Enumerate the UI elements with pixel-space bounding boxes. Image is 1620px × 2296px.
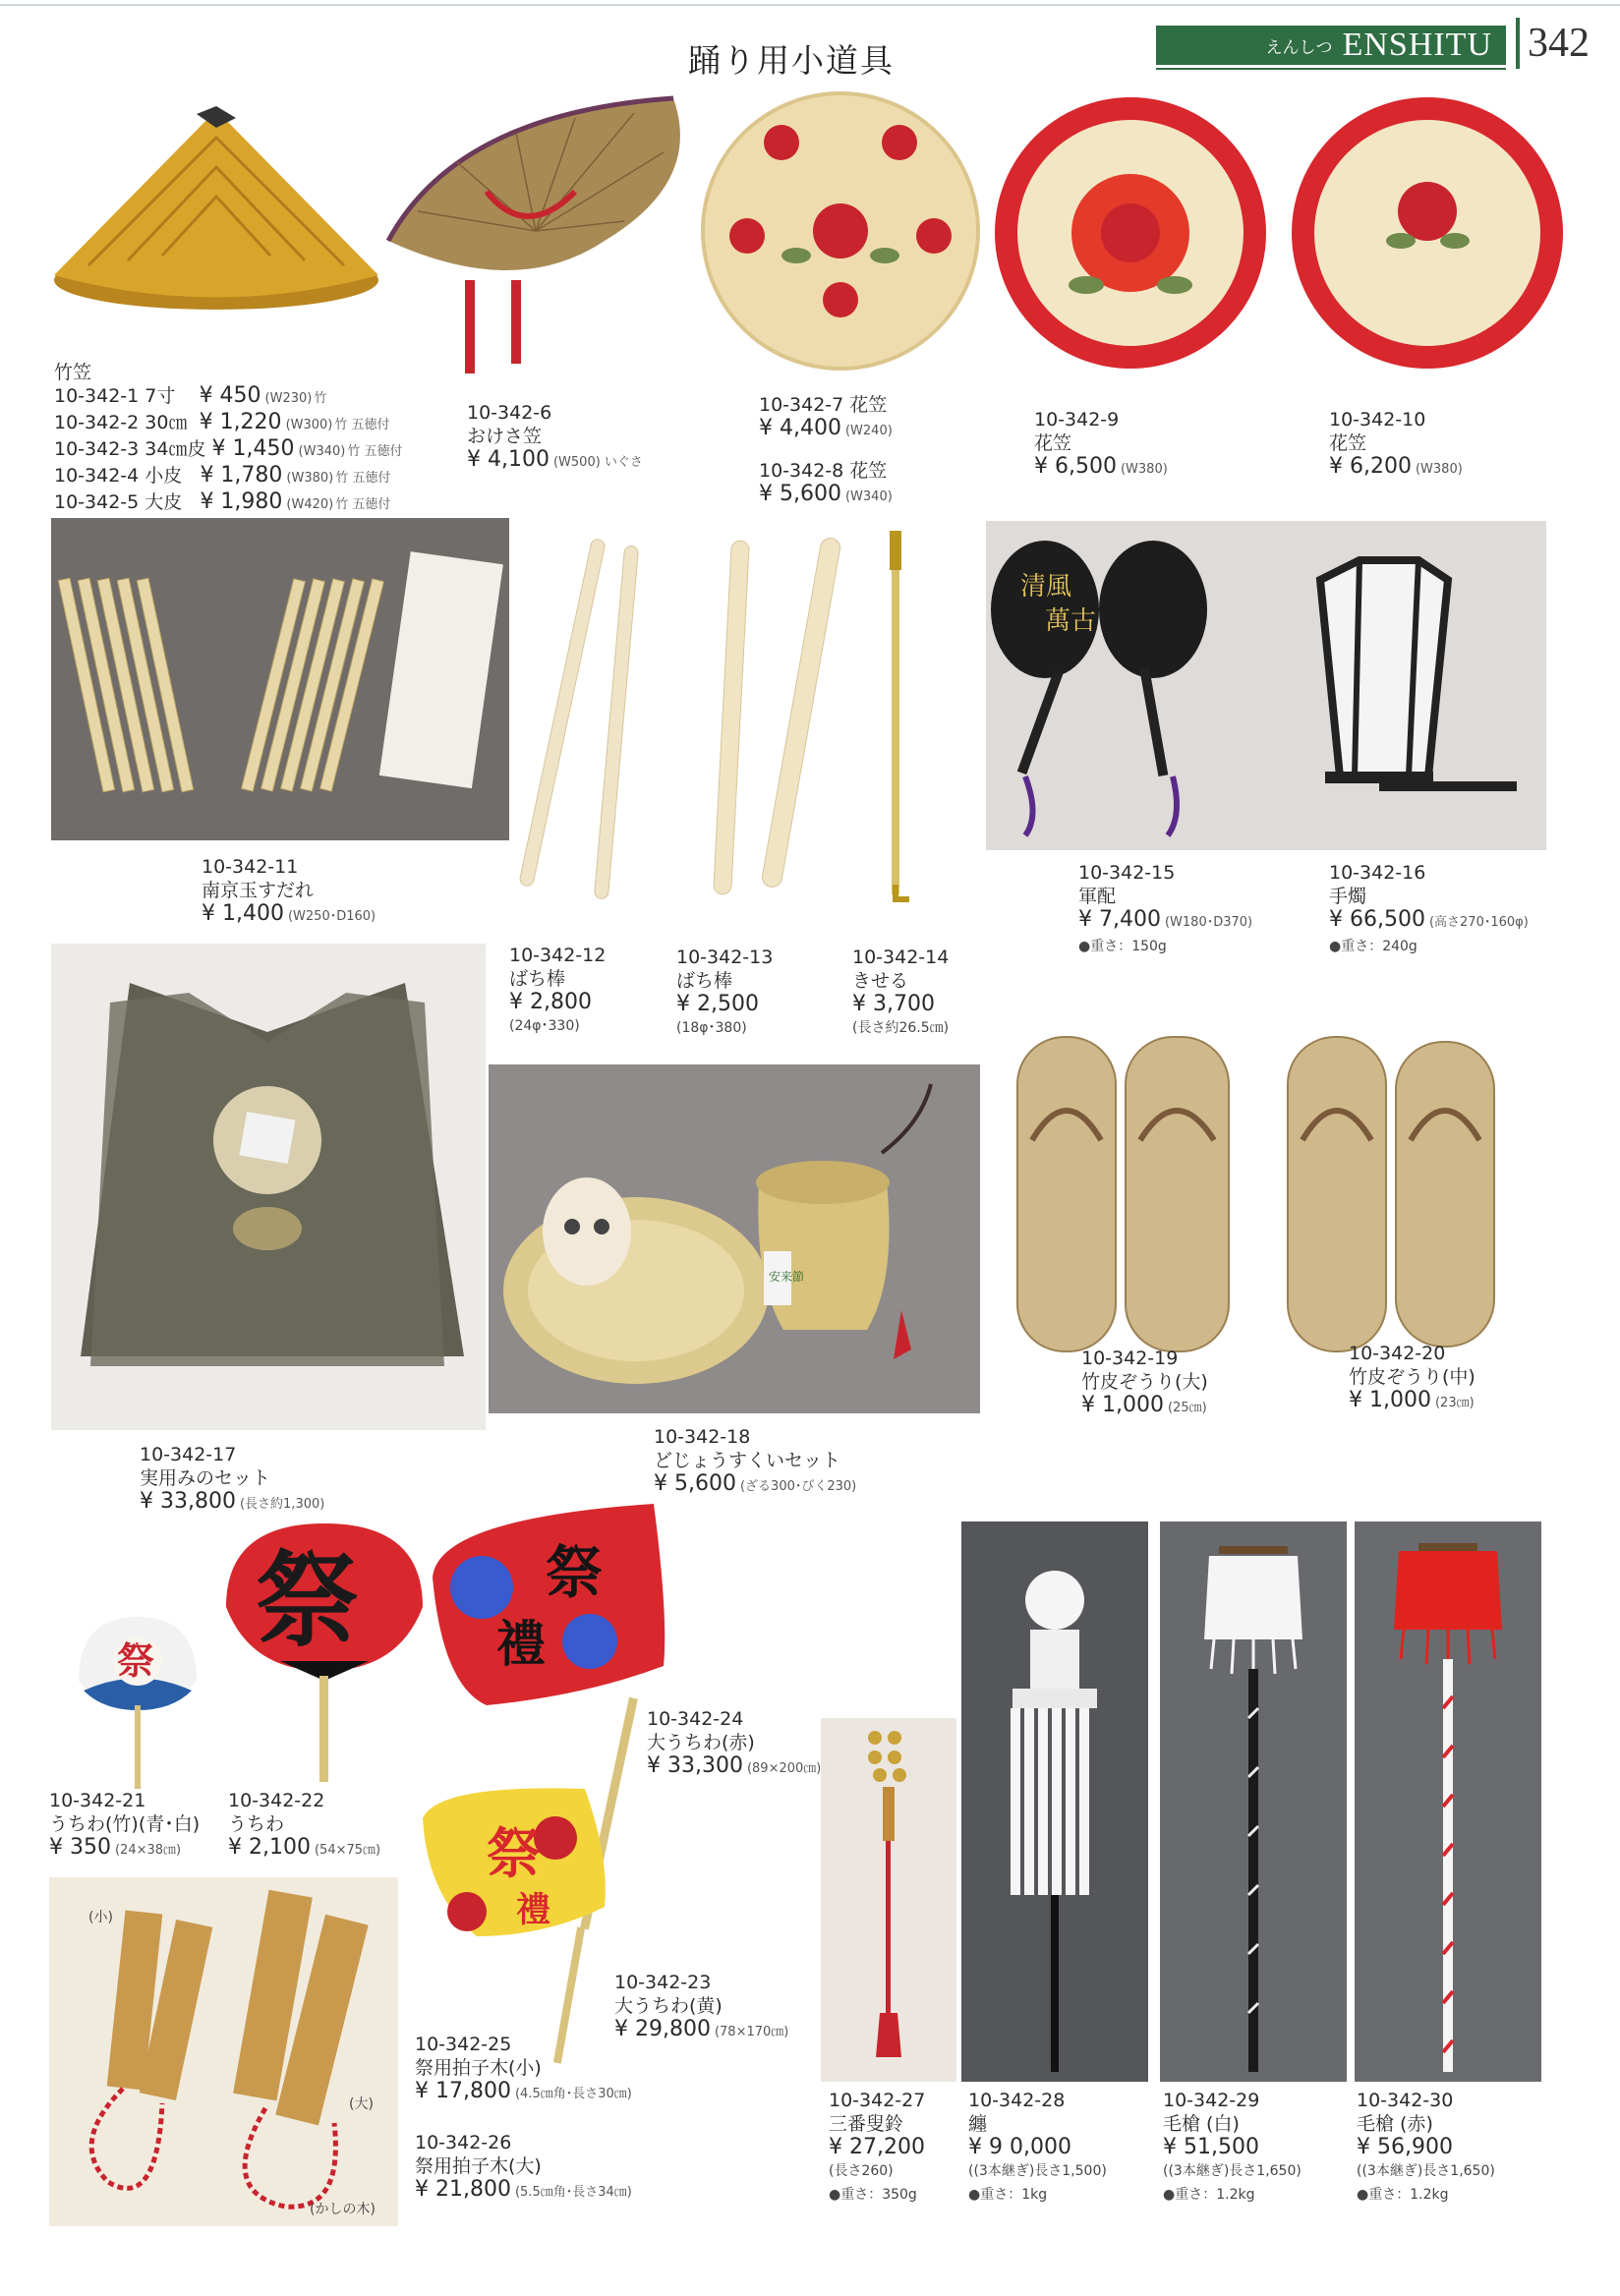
product-code: 10-342-17 — [140, 1444, 237, 1465]
product-code: 10-342-15 — [1078, 862, 1176, 884]
product-name: 三番叟鈴 — [829, 2113, 904, 2135]
header-brand: ENSHITU — [1342, 27, 1492, 63]
product-name: 南京玉すだれ — [202, 880, 315, 901]
uchiwa-red-text-1: 祭 — [546, 1539, 604, 1606]
product-code: 10-342-23 — [614, 1972, 712, 1993]
product-code: 10-342-8 — [759, 460, 844, 482]
product-code: 10-342-13 — [676, 947, 774, 968]
gunbai-text-2: 萬古 — [1045, 606, 1097, 636]
product-spec: (25㎝) — [1167, 1401, 1207, 1415]
product-line — [759, 459, 893, 483]
product-caption-6 — [467, 401, 643, 475]
product-code: 10-342-28 — [968, 2090, 1066, 2111]
product-code: 10-342-9 — [1034, 409, 1120, 430]
kasa-item-size: 7寸 — [145, 385, 176, 407]
product-name: うちわ — [228, 1813, 285, 1835]
kiseru-pipe-image — [860, 521, 929, 909]
product-price: ¥ 17,800 — [415, 2079, 511, 2103]
product-line — [1163, 2136, 1302, 2159]
product-caption-10 — [1329, 408, 1463, 482]
header-band — [1156, 26, 1506, 65]
kasa-item-spec: (W380) — [286, 471, 334, 486]
product-code: 10-342-24 — [647, 1708, 744, 1730]
top-rule — [0, 4, 1620, 6]
page-number: 342 — [1516, 18, 1614, 69]
product-name: おけさ笠 — [467, 426, 543, 447]
kasa-item-material: 竹 五徳付 — [335, 471, 391, 486]
product-spec: (ざる300･びく230) — [739, 1479, 857, 1494]
product-caption-18 — [654, 1425, 856, 1499]
gunbai-and-lantern-image — [986, 521, 1546, 850]
product-weight: ●重さ：1.2kg — [1163, 2187, 1255, 2203]
kasa-item-code: 10-342-4 — [54, 465, 140, 487]
product-price: ¥ 2,100 — [228, 1835, 311, 1860]
section-title: 踊り用小道具 — [688, 41, 895, 80]
kasa-group-caption — [54, 361, 402, 517]
product-line — [759, 483, 893, 509]
product-price: ¥ 33,800 — [140, 1489, 236, 1514]
bamboo-sandals-image — [1012, 1022, 1524, 1361]
bamboo-hat-image — [49, 98, 383, 324]
product-spec: (78×170㎝) — [714, 2025, 789, 2039]
product-price: ¥ 3,700 — [852, 992, 935, 1016]
product-code: 10-342-21 — [49, 1790, 146, 1811]
product-caption-24 — [647, 1707, 821, 1781]
kasa-item-row — [54, 411, 402, 437]
uchiwa-red-text-2: 禮 — [496, 1616, 546, 1673]
kasa-item-code: 10-342-5 — [54, 491, 140, 513]
kasa-item-material: 竹 五徳付 — [335, 497, 391, 512]
hyoshigi-large-label: (大) — [349, 2096, 374, 2112]
kasa-item-price: ¥ 450 — [199, 383, 261, 408]
dojo-tag-text: 安来節 — [769, 1270, 805, 1284]
keyari-red-image — [1355, 1521, 1541, 2082]
straw-raincoat-image — [51, 944, 486, 1430]
product-price: ¥ 5,600 — [759, 482, 841, 506]
kasa-item-price: ¥ 1,780 — [200, 463, 283, 488]
kasa-item-price: ¥ 1,450 — [211, 436, 295, 461]
kasa-item-code: 10-342-3 — [54, 438, 140, 460]
product-line — [676, 993, 773, 1016]
drum-sticks-thin-image — [516, 526, 693, 899]
product-name: 実用みのセット — [140, 1467, 271, 1489]
hyoshigi-small-label: (小) — [88, 1910, 113, 1925]
gunbai-text-1: 清風 — [1020, 572, 1072, 602]
product-caption-17 — [140, 1443, 324, 1517]
product-code: 10-342-26 — [415, 2132, 512, 2153]
product-spec: ((3本継ぎ)長さ1,650) — [1163, 2163, 1302, 2179]
keyari-white-image — [1160, 1521, 1347, 2082]
kasa-item-code: 10-342-1 — [54, 385, 140, 407]
header-kana: えんしつ — [1265, 37, 1333, 58]
product-price: ¥ 6,200 — [1329, 454, 1412, 479]
flower-hat-small-image — [698, 88, 983, 373]
sanbaso-bell-image — [821, 1718, 956, 2082]
product-spec: (4.5㎝角･長さ30㎝) — [514, 2087, 632, 2101]
product-name: 花笠 — [1034, 432, 1072, 454]
hyoshigi-clappers-image — [49, 1877, 398, 2226]
kasa-item-material: 竹 五徳付 — [347, 444, 403, 459]
product-caption-27 — [829, 2089, 925, 2207]
product-spec: (W380) — [1415, 462, 1463, 477]
product-name: 花笠 — [1329, 432, 1367, 454]
product-name: ばち棒 — [676, 970, 733, 992]
product-name: 手燭 — [1329, 886, 1367, 907]
product-weight: ●重さ：150g — [1078, 939, 1167, 954]
product-name: 祭用拍子木(大) — [415, 2155, 542, 2177]
product-price: ¥ 4,400 — [759, 416, 841, 440]
product-name: きせる — [852, 970, 909, 992]
uchiwa-small-text: 祭 — [117, 1639, 155, 1683]
kasa-item-spec: (W230) — [264, 391, 313, 406]
product-code: 10-342-30 — [1357, 2090, 1454, 2111]
product-caption-12 — [509, 944, 606, 1038]
hyoshigi-wood-label: (かしの木) — [310, 2202, 376, 2217]
product-spec: (長さ約26.5㎝) — [852, 1020, 950, 1036]
product-price: ¥ 2,800 — [509, 990, 592, 1014]
product-price: ¥ 29,800 — [614, 2017, 711, 2041]
drum-sticks-thick-image — [708, 521, 855, 904]
kasa-item-spec: (W420) — [286, 497, 334, 512]
product-line — [1357, 2136, 1495, 2159]
product-caption-23 — [614, 1971, 788, 2044]
product-spec: (W250･D160) — [287, 909, 376, 924]
product-price: ¥ 66,500 — [1329, 907, 1425, 932]
flower-hat-red-rim-2-image — [1288, 93, 1568, 373]
product-weight: ●重さ：350g — [829, 2187, 917, 2203]
product-caption-7-8 — [759, 393, 893, 509]
product-spec: (長さ約1,300) — [239, 1497, 325, 1512]
product-name: 花笠 — [849, 460, 888, 482]
product-caption-21 — [49, 1789, 200, 1863]
product-line — [509, 991, 606, 1014]
product-caption-28 — [968, 2089, 1107, 2207]
product-spec: (長さ260) — [829, 2163, 894, 2179]
product-spec: (W180･D370) — [1164, 915, 1253, 930]
product-price: ¥ 9 0,000 — [968, 2135, 1071, 2159]
product-caption-30 — [1357, 2089, 1495, 2207]
uchiwa-yellow-text-2: 禮 — [516, 1891, 551, 1930]
kasa-item-price: ¥ 1,220 — [199, 410, 282, 434]
flower-hat-red-rim-image — [988, 93, 1273, 373]
product-weight: ●重さ：1.2kg — [1357, 2187, 1449, 2203]
product-name: どじょうすくいセット — [654, 1450, 841, 1471]
kasa-item-row — [54, 464, 402, 490]
product-spec: ((3本継ぎ)長さ1,500) — [968, 2163, 1107, 2179]
product-spec: (W500) いぐさ — [552, 455, 643, 470]
product-line — [759, 393, 893, 417]
product-spec: (24×38㎝) — [114, 1843, 182, 1858]
product-code: 10-342-29 — [1163, 2090, 1260, 2111]
product-code: 10-342-14 — [852, 947, 950, 968]
product-caption-13 — [676, 946, 773, 1040]
product-name: 竹皮ぞうり(大) — [1081, 1371, 1208, 1393]
product-name: うちわ(竹)(青･白) — [49, 1813, 201, 1835]
product-line — [852, 993, 949, 1016]
product-name: 大うちわ(黄) — [614, 1995, 723, 2017]
product-code: 10-342-11 — [202, 856, 299, 878]
kasa-item-row — [54, 437, 402, 464]
product-caption-11 — [202, 855, 376, 929]
uchiwa-large-yellow-image — [418, 1779, 614, 2064]
product-caption-26 — [415, 2131, 632, 2205]
product-caption-29 — [1163, 2089, 1302, 2207]
product-line — [829, 2136, 925, 2159]
product-price: ¥ 2,500 — [676, 992, 759, 1016]
product-code: 10-342-22 — [228, 1790, 325, 1811]
product-code: 10-342-7 — [759, 394, 844, 416]
product-spec: (89×200㎝) — [746, 1761, 822, 1776]
product-spec: (W240) — [844, 424, 893, 438]
product-name: ばち棒 — [509, 968, 566, 990]
product-price: ¥ 21,800 — [415, 2177, 511, 2202]
product-price: ¥ 56,900 — [1357, 2135, 1453, 2159]
product-price: ¥ 51,500 — [1163, 2135, 1259, 2159]
kasa-item-size: 大皮 — [145, 491, 183, 513]
product-name: 纏 — [968, 2113, 988, 2135]
kasa-group-title: 竹笠 — [54, 362, 92, 383]
product-spec: (W380) — [1120, 462, 1168, 477]
product-caption-25 — [415, 2033, 632, 2106]
uchiwa-medium-image — [221, 1514, 428, 1784]
product-caption-22 — [228, 1789, 380, 1863]
product-caption-19 — [1081, 1347, 1208, 1420]
kasa-item-material: 竹 五徳付 — [334, 418, 390, 432]
product-spec: (5.5㎝角･長さ34㎝) — [514, 2185, 632, 2200]
matoi-standard-image — [961, 1521, 1148, 2082]
product-code: 10-342-27 — [829, 2090, 926, 2111]
kasa-item-spec: (W300) — [285, 418, 333, 432]
kasa-item-size: 小皮 — [145, 465, 183, 487]
product-name: 毛槍 (赤) — [1357, 2113, 1433, 2135]
product-line — [968, 2136, 1107, 2159]
product-price: ¥ 1,000 — [1081, 1393, 1164, 1417]
product-price: ¥ 6,500 — [1034, 454, 1117, 479]
product-line — [759, 417, 893, 443]
product-name: 大うちわ(赤) — [647, 1732, 755, 1753]
product-caption-16 — [1329, 861, 1529, 958]
product-code: 10-342-10 — [1329, 409, 1426, 430]
product-spec: (18φ･380) — [676, 1020, 747, 1036]
kasa-item-row — [54, 490, 402, 517]
kasa-item-size: 30㎝ — [145, 412, 188, 433]
product-caption-9 — [1034, 408, 1168, 482]
product-name: 花笠 — [849, 394, 888, 416]
product-price: ¥ 7,400 — [1078, 907, 1161, 932]
product-code: 10-342-18 — [654, 1426, 751, 1448]
product-code: 10-342-12 — [509, 945, 607, 966]
product-name: 竹皮ぞうり(中) — [1349, 1366, 1475, 1388]
product-name: 祭用拍子木(小) — [415, 2057, 542, 2079]
product-spec: (W340) — [844, 489, 893, 504]
product-spec: (54×75㎝) — [314, 1843, 381, 1858]
product-price: ¥ 5,600 — [654, 1471, 736, 1496]
product-spec: (24φ･330) — [509, 1018, 580, 1034]
kasa-item-material: 竹 — [314, 391, 327, 406]
product-name: 軍配 — [1078, 886, 1117, 907]
product-code: 10-342-19 — [1081, 1348, 1179, 1369]
product-code: 10-342-6 — [467, 402, 552, 424]
product-price: ¥ 27,200 — [829, 2135, 925, 2159]
product-weight: ●重さ：1kg — [968, 2187, 1048, 2203]
product-price: ¥ 4,100 — [467, 447, 550, 472]
kasa-item-price: ¥ 1,980 — [200, 489, 283, 514]
product-name: 毛槍 (白) — [1163, 2113, 1240, 2135]
kasa-item-code: 10-342-2 — [54, 412, 140, 433]
product-code: 10-342-16 — [1329, 862, 1426, 884]
product-spec: ((3本継ぎ)長さ1,650) — [1357, 2163, 1495, 2179]
uchiwa-yellow-text-1: 祭 — [487, 1822, 542, 1885]
bamboo-blind-image — [51, 518, 509, 840]
kasa-item-size: 34㎝皮 — [145, 438, 206, 460]
product-spec: (高さ270･160φ) — [1428, 915, 1529, 930]
product-weight: ●重さ：240g — [1329, 939, 1418, 954]
kasa-item-row — [54, 384, 402, 411]
product-price: ¥ 33,300 — [647, 1753, 743, 1778]
product-price: ¥ 1,000 — [1349, 1388, 1431, 1412]
kasa-item-spec: (W340) — [298, 444, 346, 459]
dojo-sukui-set-image — [489, 1064, 980, 1413]
okesa-hat-image — [378, 93, 693, 408]
product-price: ¥ 350 — [49, 1835, 111, 1860]
product-code: 10-342-25 — [415, 2034, 512, 2055]
product-caption-20 — [1349, 1342, 1475, 1415]
product-spec: (23㎝) — [1434, 1396, 1475, 1410]
product-code: 10-342-20 — [1349, 1343, 1446, 1364]
uchiwa-small-image — [74, 1607, 202, 1794]
uchiwa-mid-text: 祭 — [256, 1541, 360, 1661]
product-caption-15 — [1078, 861, 1252, 958]
product-price: ¥ 1,400 — [202, 901, 284, 926]
product-caption-14 — [852, 946, 949, 1040]
